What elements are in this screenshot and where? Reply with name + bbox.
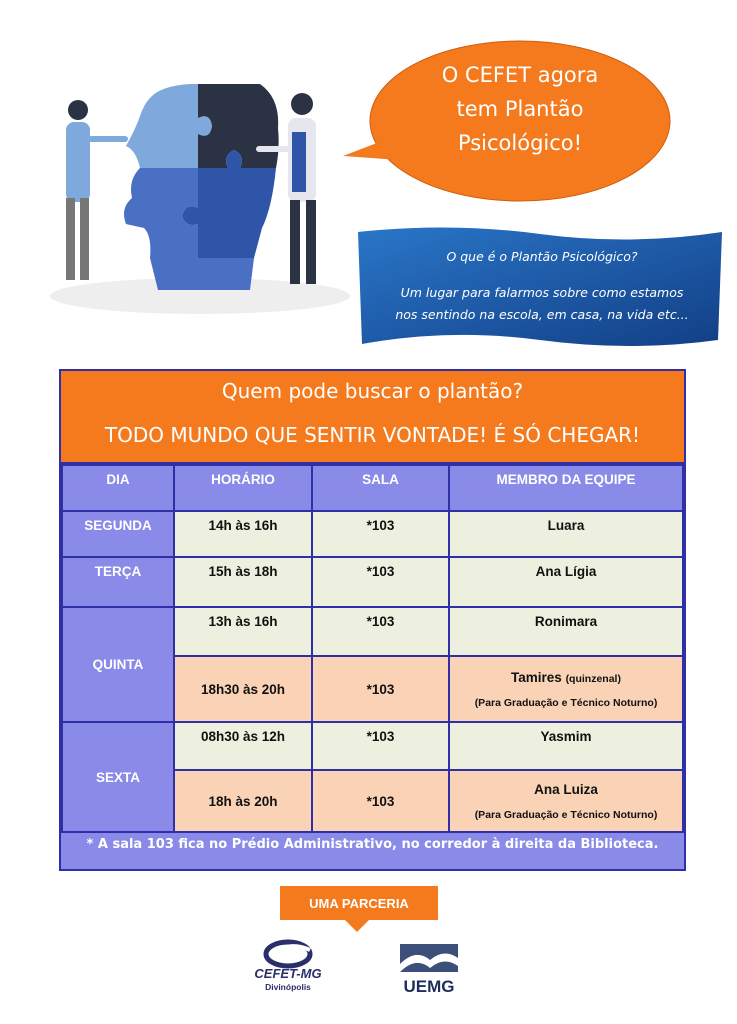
- banner-text: [362, 246, 722, 326]
- member-note: (Para Graduação e Técnico Noturno): [474, 696, 658, 709]
- speech-line-1: O CEFET agora: [441, 63, 599, 87]
- table-cell-member: Yasmim: [448, 721, 684, 771]
- column-header-member: MEMBRO DA EQUIPE: [448, 464, 684, 512]
- table-cell-time: 08h30 às 12h: [173, 721, 313, 771]
- partnership-label: UMA PARCERIA: [280, 886, 438, 920]
- member-name: Tamires: [511, 669, 562, 685]
- day-monday: SEGUNDA: [61, 510, 175, 558]
- table-cell-room: *103: [311, 721, 450, 771]
- schedule-answer: TODO MUNDO QUE SENTIR VONTADE! É SÓ CHEGAR!: [104, 423, 641, 447]
- partnership-arrow: [345, 920, 369, 932]
- cefet-campus: Divinópolis: [265, 982, 311, 992]
- column-header-time: HORÁRIO: [173, 464, 313, 512]
- column-header-day: DIA: [61, 464, 175, 512]
- day-tuesday: TERÇA: [61, 556, 175, 608]
- table-cell-member: [448, 655, 684, 723]
- banner-answer-line-1: Um lugar para falarmos sobre como estamos: [400, 285, 684, 300]
- table-cell-time: 14h às 16h: [173, 510, 313, 558]
- table-cell-room: *103: [311, 606, 450, 657]
- table-cell-member: Luara: [448, 510, 684, 558]
- uemg-logo: [392, 938, 466, 978]
- room-footnote: * A sala 103 fica no Prédio Administrativo, no corredor à direita da Biblioteca.: [86, 837, 659, 852]
- table-cell-member: [448, 769, 684, 833]
- schedule-header: [61, 371, 684, 464]
- table-cell-room: *103: [311, 556, 450, 608]
- table-cell-time: 18h às 20h: [173, 769, 313, 833]
- table-cell-member: Ronimara: [448, 606, 684, 657]
- member-name: Ana Luiza: [534, 781, 598, 797]
- member-line: [511, 670, 621, 685]
- table-cell-time: 13h às 16h: [173, 606, 313, 657]
- table-cell-room: *103: [311, 769, 450, 833]
- table-cell-time: 18h30 às 20h: [173, 655, 313, 723]
- day-thursday: QUINTA: [61, 606, 175, 723]
- schedule-panel: [59, 369, 686, 871]
- member-note: (Para Graduação e Técnico Noturno): [474, 808, 658, 821]
- speech-bubble-text: [395, 58, 645, 160]
- member-frequency: (quinzenal): [565, 672, 621, 685]
- banner-question: O que é o Plantão Psicológico?: [446, 249, 638, 264]
- speech-line-2: tem Plantão: [456, 97, 584, 121]
- table-cell-room: *103: [311, 655, 450, 723]
- day-friday: SEXTA: [61, 721, 175, 833]
- table-cell-time: 15h às 18h: [173, 556, 313, 608]
- speech-line-3: Psicológico!: [457, 131, 583, 155]
- cefet-name: CEFET-MG: [254, 966, 322, 981]
- schedule-question: Quem pode buscar o plantão?: [221, 379, 524, 403]
- uemg-name: UEMG: [403, 977, 455, 996]
- table-cell-member: Ana Lígia: [448, 556, 684, 608]
- banner-answer-line-2: nos sentindo na escola, em casa, na vida etc...: [395, 307, 689, 322]
- column-header-room: SALA: [311, 464, 450, 512]
- puzzle-head-illustration: [40, 58, 360, 318]
- table-cell-room: *103: [311, 510, 450, 558]
